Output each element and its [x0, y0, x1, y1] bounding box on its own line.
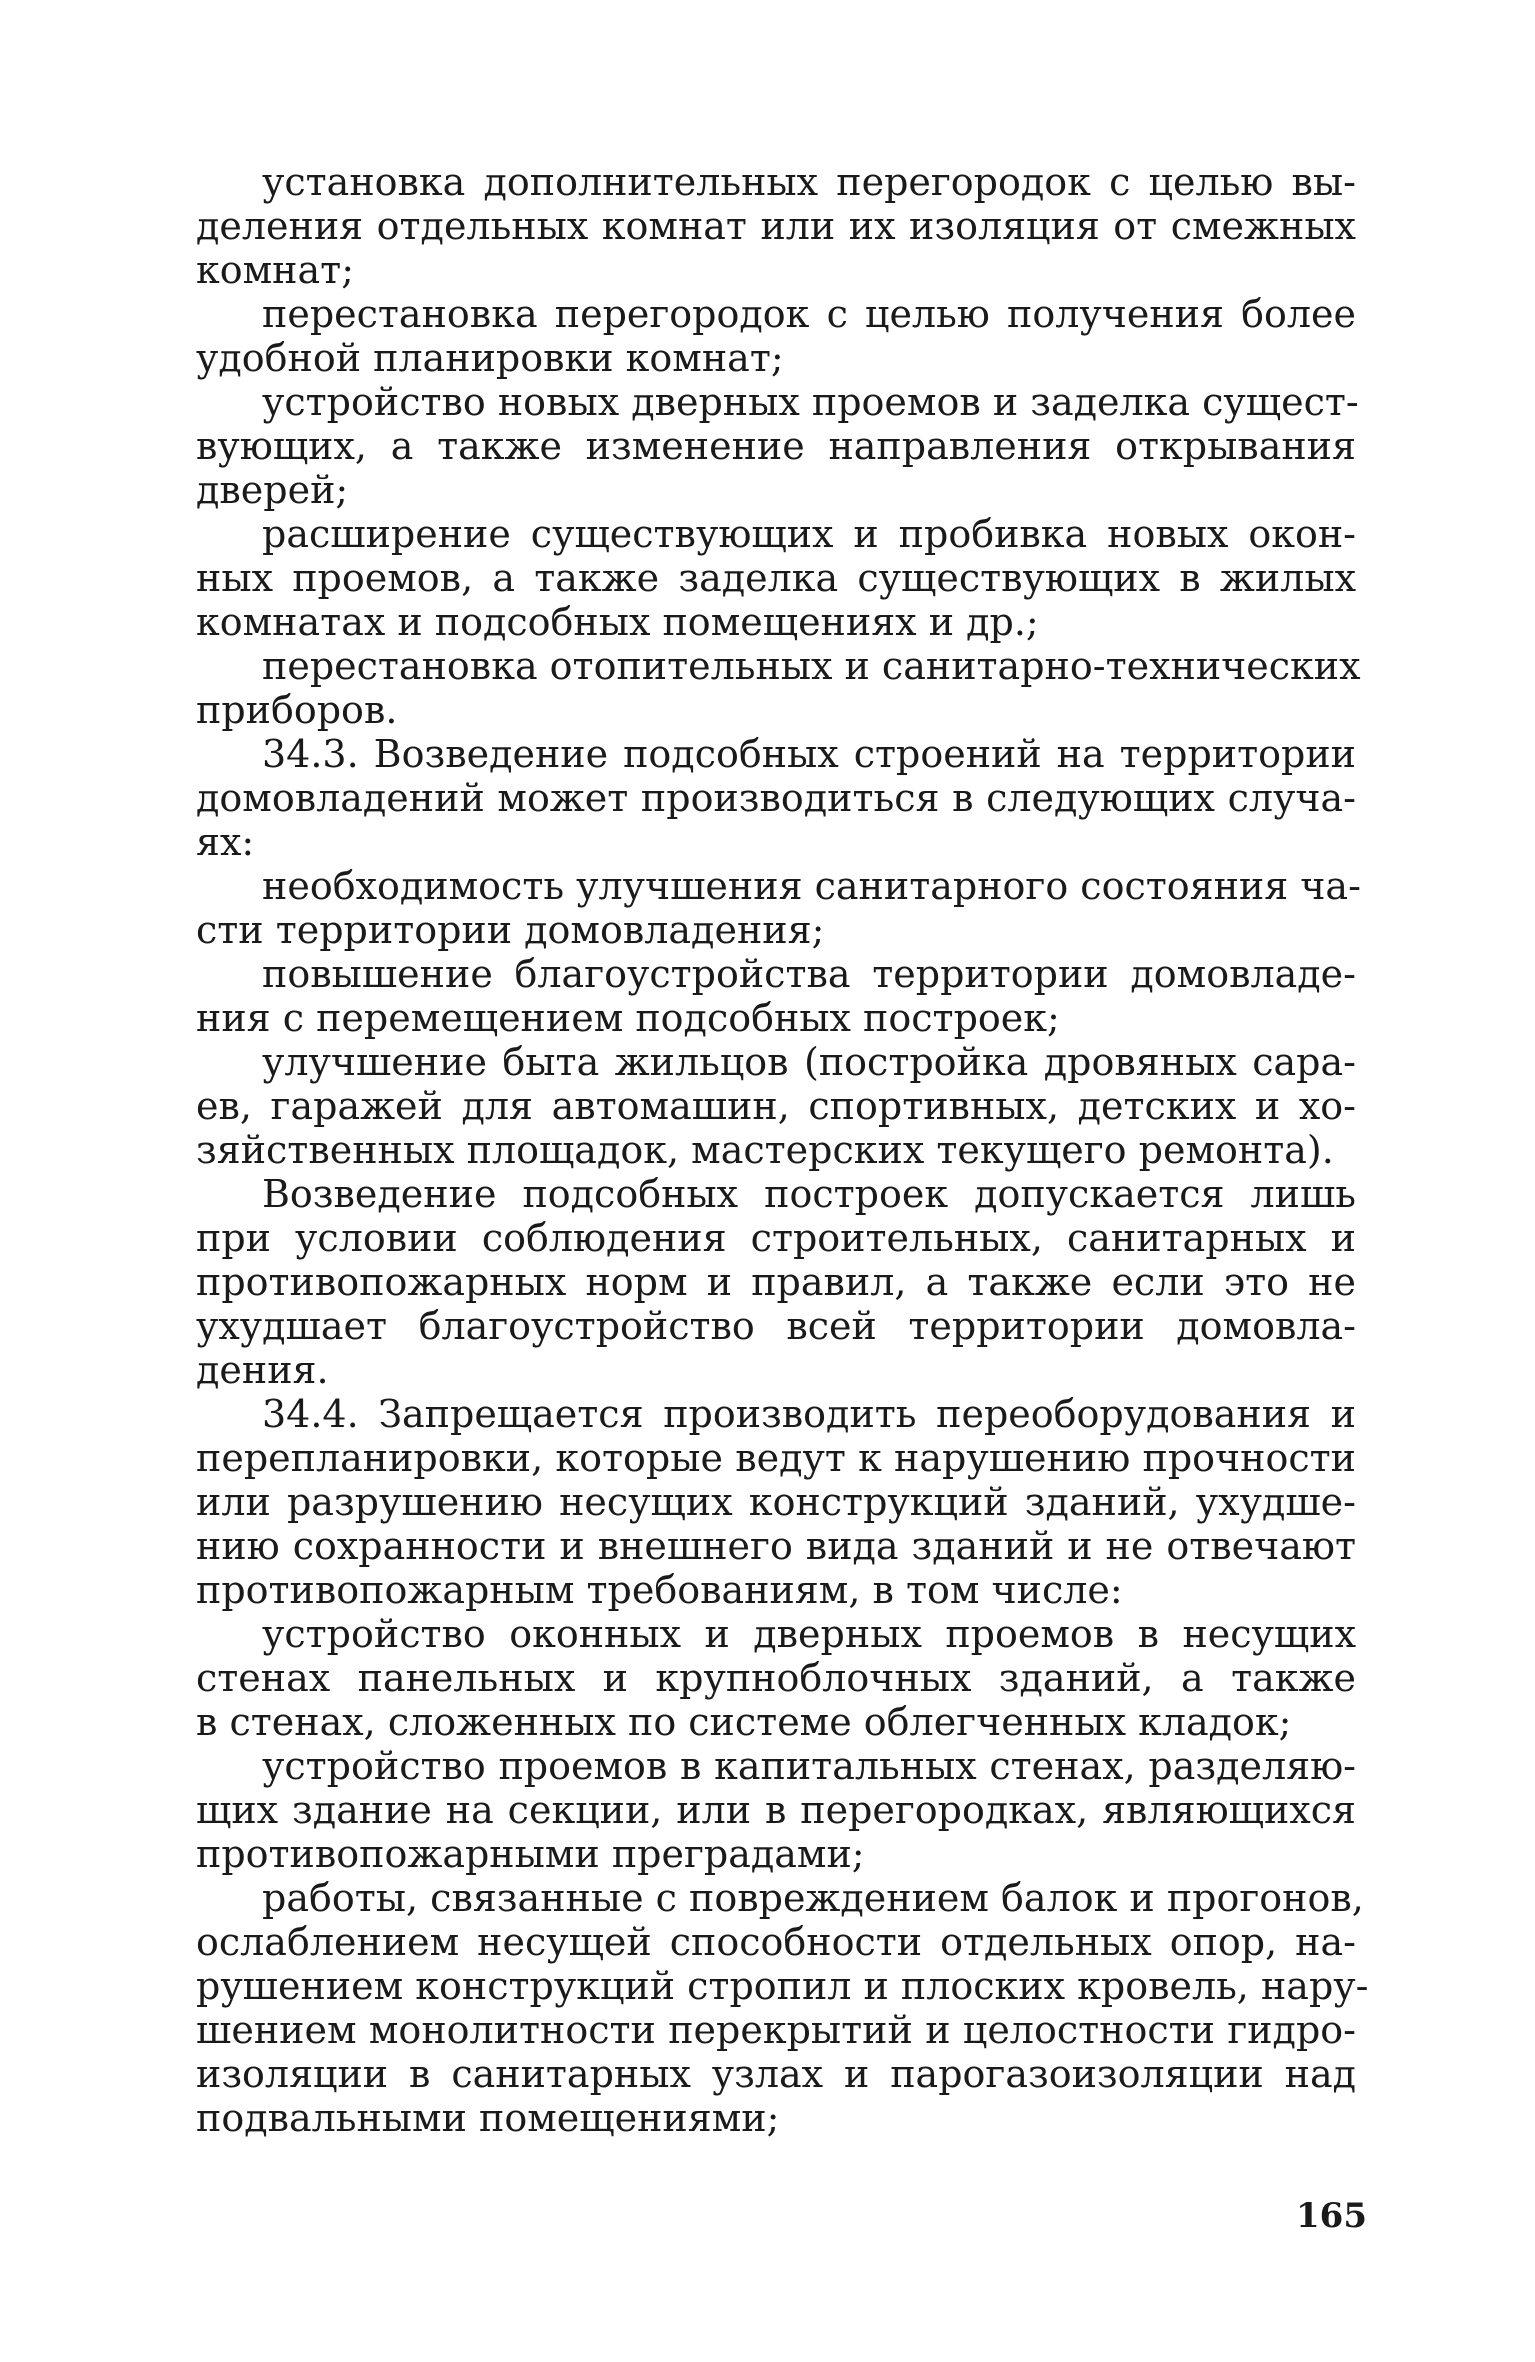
- text-line: дения.: [196, 1348, 329, 1392]
- text-line: стенах панельных и крупноблочных зданий, а также: [196, 1656, 1356, 1700]
- text-line: противопожарным требованиям, в том числе:: [196, 1568, 1123, 1612]
- text-line: деления отдельных комнат или их изоляция от смежных: [196, 204, 1356, 248]
- paragraph: [196, 512, 1356, 644]
- text-line: изоляции в санитарных узлах и парогазоизоляции над: [196, 2052, 1356, 2096]
- text-line: дверей;: [196, 468, 349, 512]
- text-line: перестановка перегородок с целью получения более: [262, 292, 1356, 336]
- text-line: подвальными помещениями;: [196, 2096, 780, 2140]
- section-paragraph-34-3: [196, 732, 1356, 864]
- paragraph: [196, 1876, 1369, 2140]
- text-line: устройство оконных и дверных проемов в несущих: [262, 1612, 1356, 1656]
- text-line: шением монолитности перекрытий и целостности гидро-: [196, 2008, 1356, 2052]
- text-line: ев, гаражей для автомашин, спортивных, детских и хо-: [196, 1084, 1356, 1128]
- text-line: комнатах и подсобных помещениях и др.;: [196, 600, 1039, 644]
- text-line: перестановка отопительных и санитарно-технических: [262, 644, 1361, 688]
- text-line: или разрушению несущих конструкций зданий, ухудше-: [196, 1480, 1356, 1524]
- text-line: улучшение быта жильцов (постройка дровяных сара-: [262, 1040, 1356, 1084]
- text-line: сти территории домовладения;: [196, 908, 825, 952]
- paragraph: [196, 292, 1356, 380]
- text-line: работы, связанные с повреждением балок и прогонов,: [262, 1876, 1364, 1920]
- text-line: ухудшает благоустройство всей территории домовла-: [196, 1304, 1356, 1348]
- text-line: перепланировки, которые ведут к нарушению прочности: [196, 1436, 1356, 1480]
- text-line: рушением конструкций стропил и плоских кровель, нару-: [196, 1964, 1369, 2008]
- page-number: 165: [1296, 2196, 1367, 2236]
- paragraph: [196, 952, 1356, 1040]
- text-line: Возведение подсобных построек допускается лишь: [262, 1172, 1356, 1216]
- text-line: комнат;: [196, 248, 354, 292]
- text-line: установка дополнительных перегородок с целью вы-: [262, 160, 1356, 204]
- text-line: повышение благоустройства территории домовладе-: [262, 952, 1356, 996]
- text-line: необходимость улучшения санитарного состояния ча-: [262, 864, 1361, 908]
- paragraph: [196, 380, 1359, 512]
- text-line: устройство новых дверных проемов и заделка сущест-: [262, 380, 1359, 424]
- text-line: расширение существующих и пробивка новых окон-: [262, 512, 1356, 556]
- paragraph: [196, 1744, 1356, 1876]
- page-body: [196, 160, 1369, 2140]
- section-paragraph-34-4: [196, 1392, 1356, 1612]
- text-line: зяйственных площадок, мастерских текущего ремонта).: [196, 1128, 1334, 1172]
- paragraph: [196, 864, 1361, 952]
- text-line: устройство проемов в капитальных стенах, разделяю-: [262, 1744, 1356, 1788]
- text-line: приборов.: [196, 688, 398, 732]
- text-line: щих здание на секции, или в перегородках, являющихся: [196, 1788, 1356, 1832]
- paragraph: [196, 1040, 1356, 1172]
- text-line: ослаблением несущей способности отдельных опор, на-: [196, 1920, 1356, 1964]
- text-line: при условии соблюдения строительных, санитарных и: [196, 1216, 1356, 1260]
- text-line: 34.4. Запрещается производить переоборудования и: [262, 1392, 1356, 1436]
- text-line: ных проемов, а также заделка существующих в жилых: [196, 556, 1356, 600]
- paragraph: [196, 1612, 1356, 1744]
- text-line: противопожарными преградами;: [196, 1832, 865, 1876]
- paragraph: [196, 160, 1356, 292]
- text-line: 34.3. Возведение подсобных строений на территории: [262, 732, 1356, 776]
- text-line: противопожарных норм и правил, а также если это не: [196, 1260, 1356, 1304]
- text-line: домовладений может производиться в следующих случа-: [196, 776, 1356, 820]
- text-line: ях:: [196, 820, 255, 864]
- text-line: нию сохранности и внешнего вида зданий и не отвечают: [196, 1524, 1356, 1568]
- paragraph: [196, 644, 1361, 732]
- paragraph: [196, 1172, 1356, 1392]
- text-line: удобной планировки комнат;: [196, 336, 784, 380]
- text-line: ния с перемещением подсобных построек;: [196, 996, 1060, 1040]
- text-line: в стенах, сложенных по системе облегченных кладок;: [196, 1700, 1292, 1744]
- text-line: вующих, а также изменение направления открывания: [196, 424, 1356, 468]
